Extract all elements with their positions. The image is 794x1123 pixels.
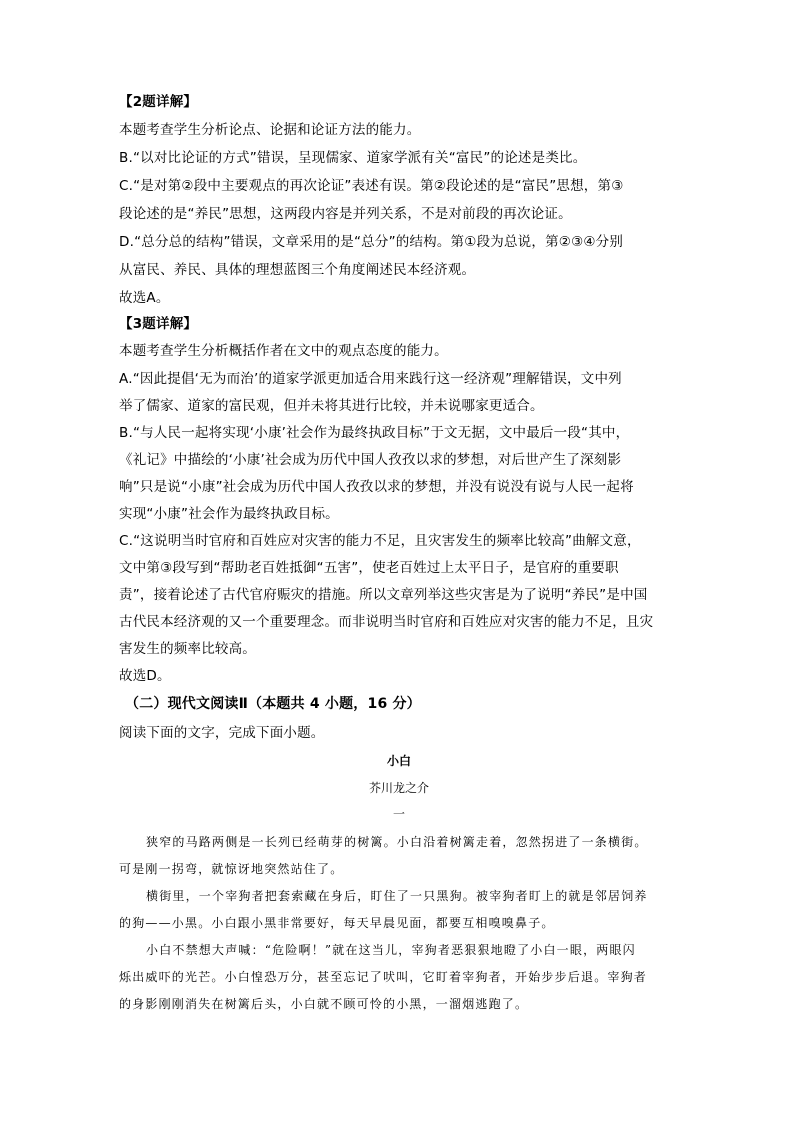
q3-option-a-line2: 举了儒家、道家的富民观，但并未将其进行比较，并未说哪家更适合。 <box>119 398 544 414</box>
q3-option-b-line1: B.“与人民一起将实现‘小康’社会作为最终执政目标”于文无据，文中最后一段“其中， <box>119 425 630 441</box>
q2-option-b: B.“以对比论证的方式”错误，呈现儒家、道家学派有关“富民”的论述是类比。 <box>119 150 587 166</box>
q3-option-c-line2: 文中第③段写到“帮助老百姓抵御“五害”，使老百姓过上太平日子，是官府的重要职 <box>119 560 619 576</box>
story-paragraph-1-line2: 可是刚一拐弯，就惊讶地突然站住了。 <box>119 862 344 876</box>
q3-option-b-line3: 响”只是说“小康”社会成为历代中国人孜孜以求的梦想，并没有说没有说与人民一起将 <box>119 479 634 495</box>
q2-option-d-line2: 从富民、养民、具体的理想蓝图三个角度阐述民本经济观。 <box>119 262 476 278</box>
q3-option-c-line3: 责”，接着论述了古代官府赈灾的措施。所以文章列举这些灾害是为了说明“养民”是中国 <box>119 587 648 603</box>
q3-answer: 故选D。 <box>119 668 171 684</box>
q3-option-c-line5: 害发生的频率比较高。 <box>119 641 256 657</box>
q2-option-d-line1: D.“总分总的结构”错误，文章采用的是“总分”的结构。第①段为总说，第②③④分别 <box>119 234 624 250</box>
q2-intro: 本题考查学生分析论点、论据和论证方法的能力。 <box>119 122 421 138</box>
story-paragraph-2-line2: 的狗——小黑。小白跟小黑非常要好，每天早晨见面，都要互相嗅嗅鼻子。 <box>119 916 555 930</box>
q3-heading: 【3题详解】 <box>119 316 198 332</box>
story-paragraph-3-line3: 的身影刚刚消失在树篱后头，小白就不顾可怜的小黑，一溜烟逃跑了。 <box>119 997 529 1011</box>
q3-intro: 本题考查学生分析概括作者在文中的观点态度的能力。 <box>119 343 448 359</box>
story-part-number: 一 <box>392 807 405 821</box>
story-author: 芥川龙之介 <box>368 781 429 795</box>
story-paragraph-3-line2: 烁出威吓的光芒。小白惶恐万分，甚至忘记了吠叫，它盯着宰狗者，开始步步后退。宰狗者 <box>119 970 648 984</box>
q2-answer: 故选A。 <box>119 290 170 306</box>
q3-option-c-line1: C.“这说明当时官府和百姓应对灾害的能力不足，且灾害发生的频率比较高”曲解文意， <box>119 533 641 549</box>
q2-option-c-line2: 段论述的是“养民”思想，这两段内容是并列关系，不是对前段的再次论证。 <box>119 206 572 222</box>
q3-option-c-line4: 古代民本经济观的又一个重要理念。而非说明当时官府和百姓应对灾害的能力不足，且灾 <box>119 614 654 630</box>
story-paragraph-3-line1: 小白不禁想大声喊：“危险啊！”就在这当儿，宰狗者恶狠狠地瞪了小白一眼，两眼闪 <box>146 943 636 957</box>
q3-option-b-line2: 《礼记》中描绘的‘小康’社会成为历代中国人孜孜以求的梦想，对后世产生了深刻影 <box>119 452 622 468</box>
q2-heading: 【2题详解】 <box>119 94 198 110</box>
q3-option-a-line1: A.“因此提倡‘无为而治’的道家学派更加适合用来践行这一经济观”理解错误，文中列 <box>119 371 622 387</box>
section-instruction: 阅读下面的文字，完成下面小题。 <box>119 725 325 741</box>
story-paragraph-1-line1: 狭窄的马路两侧是一长列已经萌芽的树篱。小白沿着树篱走着，忽然拐进了一条横街。 <box>146 835 648 849</box>
story-paragraph-2-line1: 横街里，一个宰狗者把套索藏在身后，盯住了一只黑狗。被宰狗者盯上的就是邻居饲养 <box>146 889 648 903</box>
q2-option-c-line1: C.“是对第②段中主要观点的再次论证”表述有误。第②段论述的是“富民”思想，第③ <box>119 178 624 194</box>
q3-option-b-line4: 实现“小康”社会作为最终执政目标。 <box>119 506 339 522</box>
section-heading: （二）现代文阅读Ⅱ（本题共 4 小题，16 分） <box>125 696 421 712</box>
story-title: 小白 <box>386 754 411 768</box>
